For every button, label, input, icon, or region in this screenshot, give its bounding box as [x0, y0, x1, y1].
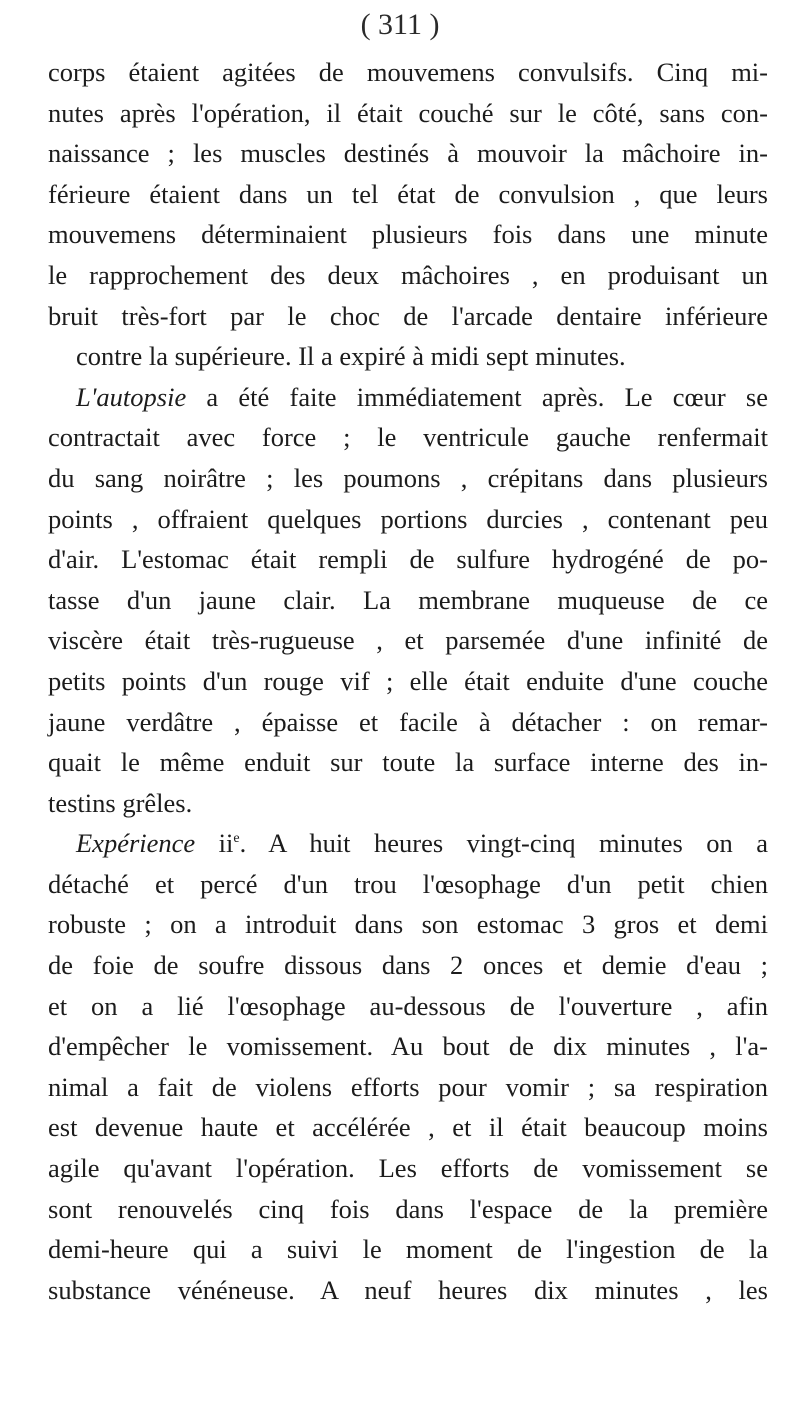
text-line: contre la supérieure. Il a expiré à midi sept minutes.	[76, 341, 626, 372]
text-line: férieure étaient dans un tel état de convulsion , que leurs	[48, 178, 768, 209]
text-line: tasse d'un jaune clair. La membrane muqueuse de ce	[48, 584, 768, 615]
text-line: bruit très-fort par le choc de l'arcade dentaire inférieure	[48, 300, 768, 331]
text-line: nutes après l'opération, il était couché sur le côté, sans con-	[48, 97, 768, 128]
paragraph-opening-line	[48, 823, 768, 864]
text-line: et on a lié l'œsophage au-dessous de l'ouverture , afin	[48, 990, 768, 1021]
ordinal-superscript: e	[233, 831, 240, 847]
text-line: quait le même enduit sur toute la surface interne des in-	[48, 747, 768, 778]
text-line: agile qu'avant l'opération. Les efforts de vomissement se	[48, 1153, 768, 1184]
body-text	[48, 52, 768, 1310]
experience-ordinal: ii	[218, 828, 234, 859]
text-line: d'air. L'estomac était rempli de sulfure hydrogéné de po-	[48, 544, 768, 575]
text-line: testins grêles.	[48, 787, 193, 818]
text-line: nimal a fait de violens efforts pour vomir ; sa respiration	[48, 1071, 768, 1102]
text-line: demi-heure qui a suivi le moment de l'ingestion de la	[48, 1234, 768, 1265]
text-line: viscère était très-rugueuse , et parsemée d'une infinité de	[48, 625, 768, 656]
text-line: petits points d'un rouge vif ; elle était enduite d'une couche	[48, 665, 768, 696]
text-line: corps étaient agitées de mouvemens convulsifs. Cinq mi-	[48, 57, 768, 87]
text-line: points , offraient quelques portions durcies , contenant peu	[48, 503, 768, 534]
text-line: le rapprochement des deux mâchoires , en produisant un	[48, 259, 768, 290]
paragraph-opening-line	[48, 377, 768, 418]
text-fragment: . A huit heures vingt-cinq minutes on a	[239, 828, 769, 859]
text-fragment: a été faite immédiatement après. Le cœur se	[186, 381, 768, 412]
text-line: substance vénéneuse. A neuf heures dix minutes , les	[48, 1274, 768, 1305]
experience-heading: Expérience	[76, 828, 196, 859]
text-line: jaune verdâtre , épaisse et facile à détacher : on remar-	[48, 706, 768, 737]
text-line: d'empêcher le vomissement. Au bout de dix minutes , l'a-	[48, 1031, 768, 1062]
text-line: est devenue haute et accélérée , et il était beaucoup moins	[48, 1112, 768, 1143]
text-line: sont renouvelés cinq fois dans l'espace de la première	[48, 1193, 768, 1224]
text-line: mouvemens déterminaient plusieurs fois dans une minute	[48, 219, 768, 250]
autopsie-heading: L'autopsie	[76, 381, 187, 412]
text-line: du sang noirâtre ; les poumons , crépitans dans plusieurs	[48, 462, 768, 493]
text-line: contractait avec force ; le ventricule gauche renfermait	[48, 422, 768, 453]
text-line: naissance ; les muscles destinés à mouvoir la mâchoire in-	[48, 138, 768, 169]
page-number: ( 311 )	[360, 8, 440, 41]
text-line: détaché et percé d'un trou l'œsophage d'un petit chien	[48, 868, 768, 899]
text-line: robuste ; on a introduit dans son estomac 3 gros et demi	[48, 909, 768, 940]
text-line: de foie de soufre dissous dans 2 onces et demie d'eau ;	[48, 950, 768, 981]
